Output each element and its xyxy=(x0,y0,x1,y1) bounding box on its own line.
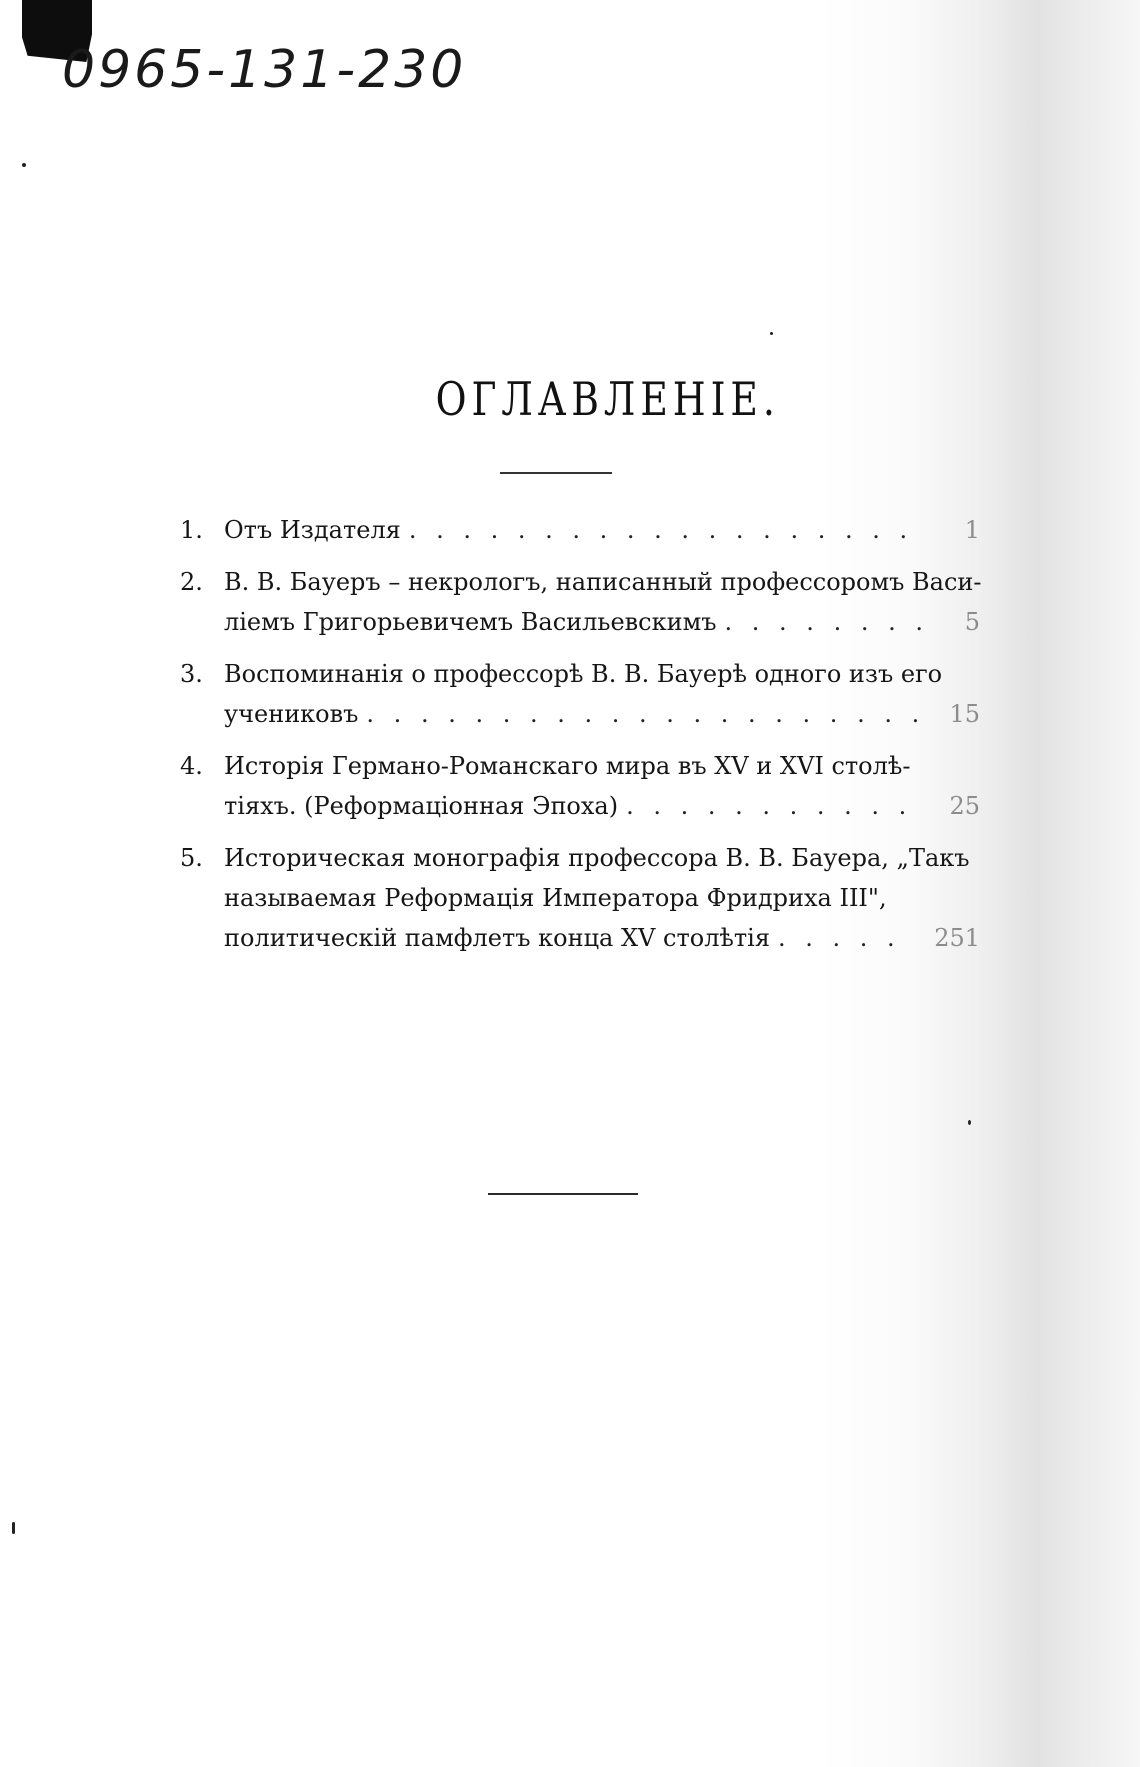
toc-page-number: 15 xyxy=(949,700,980,728)
closing-divider xyxy=(488,1193,638,1195)
toc-page-number: 251 xyxy=(934,924,980,952)
toc-page-number: 1 xyxy=(964,516,980,544)
paper-speck xyxy=(770,332,773,335)
handwritten-shelfmark: 0965-131-230 xyxy=(62,40,467,100)
toc-entry-title-line-2: ліемъ Григорьевичемъ Васильевскимъ xyxy=(224,608,717,636)
toc-entry-title: Отъ Издателя xyxy=(224,516,401,544)
toc-leader-dots: . . . . . . . . . . . xyxy=(626,792,913,820)
paper-speck xyxy=(12,1522,15,1534)
toc-entry-title-line-1: Воспоминанія о профессорѣ В. В. Бауерѣ одного изъ его xyxy=(224,660,943,688)
title-divider xyxy=(500,472,612,474)
toc-entry-5 xyxy=(180,838,980,958)
toc-page-number: 25 xyxy=(949,792,980,820)
toc-entry-1 xyxy=(180,510,980,550)
toc-entry-number: 4. xyxy=(180,752,203,780)
toc-entry-title-line-2: учениковъ xyxy=(224,700,359,728)
toc-leader-dots: . . . . . . . . xyxy=(724,608,929,636)
toc-entry-3 xyxy=(180,654,980,734)
toc-entry-title-line-1: Исторія Германо-Романскаго мира въ XV и XVI столѣ- xyxy=(224,752,911,780)
page-title: ОГЛАВЛЕНІЕ. xyxy=(435,372,780,426)
toc-entry-2 xyxy=(180,562,980,642)
table-of-contents xyxy=(180,510,980,970)
paper-speck xyxy=(22,163,26,167)
toc-entry-number: 2. xyxy=(180,568,203,596)
toc-entry-4 xyxy=(180,746,980,826)
toc-entry-number: 5. xyxy=(180,844,203,872)
toc-entry-title-line-2: тіяхъ. (Реформаціонная Эпоха) xyxy=(224,792,619,820)
toc-leader-dots: . . . . . . . . . . . . . . . . . . . xyxy=(408,516,914,544)
toc-entry-title-line-2: называемая Реформація Императора Фридриха III", xyxy=(224,884,887,912)
toc-page-number: 5 xyxy=(964,608,980,636)
toc-entry-title-line-1: Историческая монографія профессора В. В. Бауера, „Такъ xyxy=(224,844,970,872)
toc-entry-title-line-3: политическій памфлетъ конца XV столѣтія xyxy=(224,924,770,952)
paper-speck xyxy=(968,1120,971,1125)
toc-leader-dots: . . . . . . . . . . . . . . . . . . . . . xyxy=(366,700,926,728)
toc-leader-dots: . . . . . xyxy=(778,924,901,952)
toc-entry-number: 1. xyxy=(180,516,203,544)
toc-entry-title-line-1: В. В. Бауеръ – некрологъ, написанный профессоромъ Васи- xyxy=(224,568,982,596)
toc-entry-number: 3. xyxy=(180,660,203,688)
